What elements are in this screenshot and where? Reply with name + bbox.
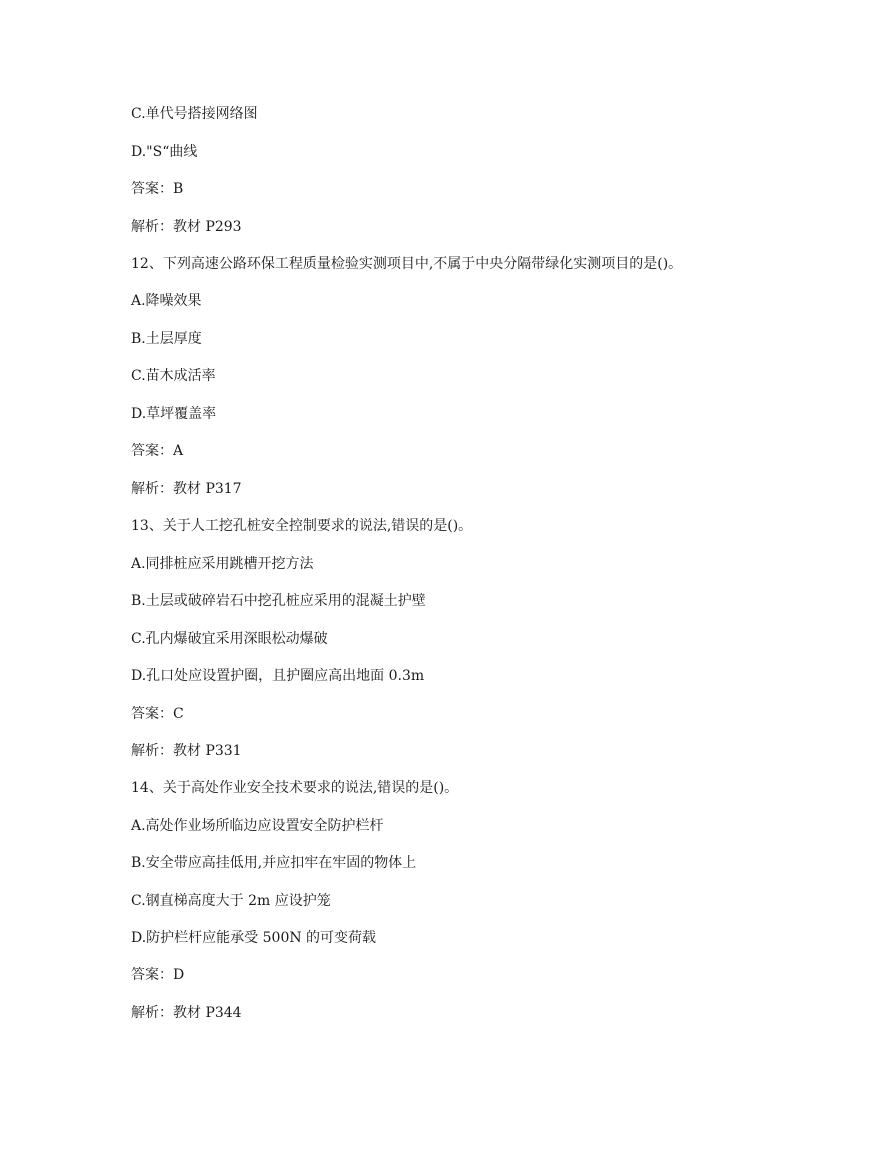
option-b-q12: B.土层厚度: [131, 331, 202, 347]
option-d-q12: D.草坪覆盖率: [131, 406, 217, 422]
question-14: 14、关于高处作业安全技术要求的说法,错误的是()。: [131, 780, 459, 796]
answer-q14: 答案：D: [131, 967, 185, 983]
option-c-q11: C.单代号搭接网络图: [131, 106, 258, 122]
explanation-q13: 解析：教材 P331: [131, 743, 242, 759]
option-b-q14: B.安全带应高挂低用,并应扣牢在牢固的物体上: [131, 855, 417, 871]
option-b-q13: B.土层或破碎岩石中挖孔桩应采用的混凝土护壁: [131, 593, 426, 609]
option-c-q12: C.苗木成活率: [131, 368, 216, 384]
explanation-q14: 解析：教材 P344: [131, 1005, 242, 1021]
option-d-q13: D.孔口处应设置护圈，且护圈应高出地面 0.3m: [131, 668, 425, 684]
question-12: 12、下列高速公路环保工程质量检验实测项目中,不属于中央分隔带绿化实测项目的是()。: [131, 256, 683, 272]
option-a-q13: A.同排桩应采用跳槽开挖方法: [131, 556, 314, 572]
answer-q12: 答案：A: [131, 443, 184, 459]
answer-q11: 答案：B: [131, 181, 184, 197]
option-a-q12: A.降噪效果: [131, 293, 202, 309]
option-a-q14: A.高处作业场所临边应设置安全防护栏杆: [131, 818, 384, 834]
option-d-q11: D."S“曲线: [131, 144, 198, 160]
question-13: 13、关于人工挖孔桩安全控制要求的说法,错误的是()。: [131, 518, 473, 534]
option-c-q14: C.钢直梯高度大于 2m 应设护笼: [131, 893, 331, 909]
explanation-q11: 解析：教材 P293: [131, 219, 242, 235]
option-d-q14: D.防护栏杆应能承受 500N 的可变荷载: [131, 930, 377, 946]
explanation-q12: 解析：教材 P317: [131, 481, 242, 497]
option-c-q13: C.孔内爆破宜采用深眼松动爆破: [131, 631, 328, 647]
answer-q13: 答案：C: [131, 706, 184, 722]
